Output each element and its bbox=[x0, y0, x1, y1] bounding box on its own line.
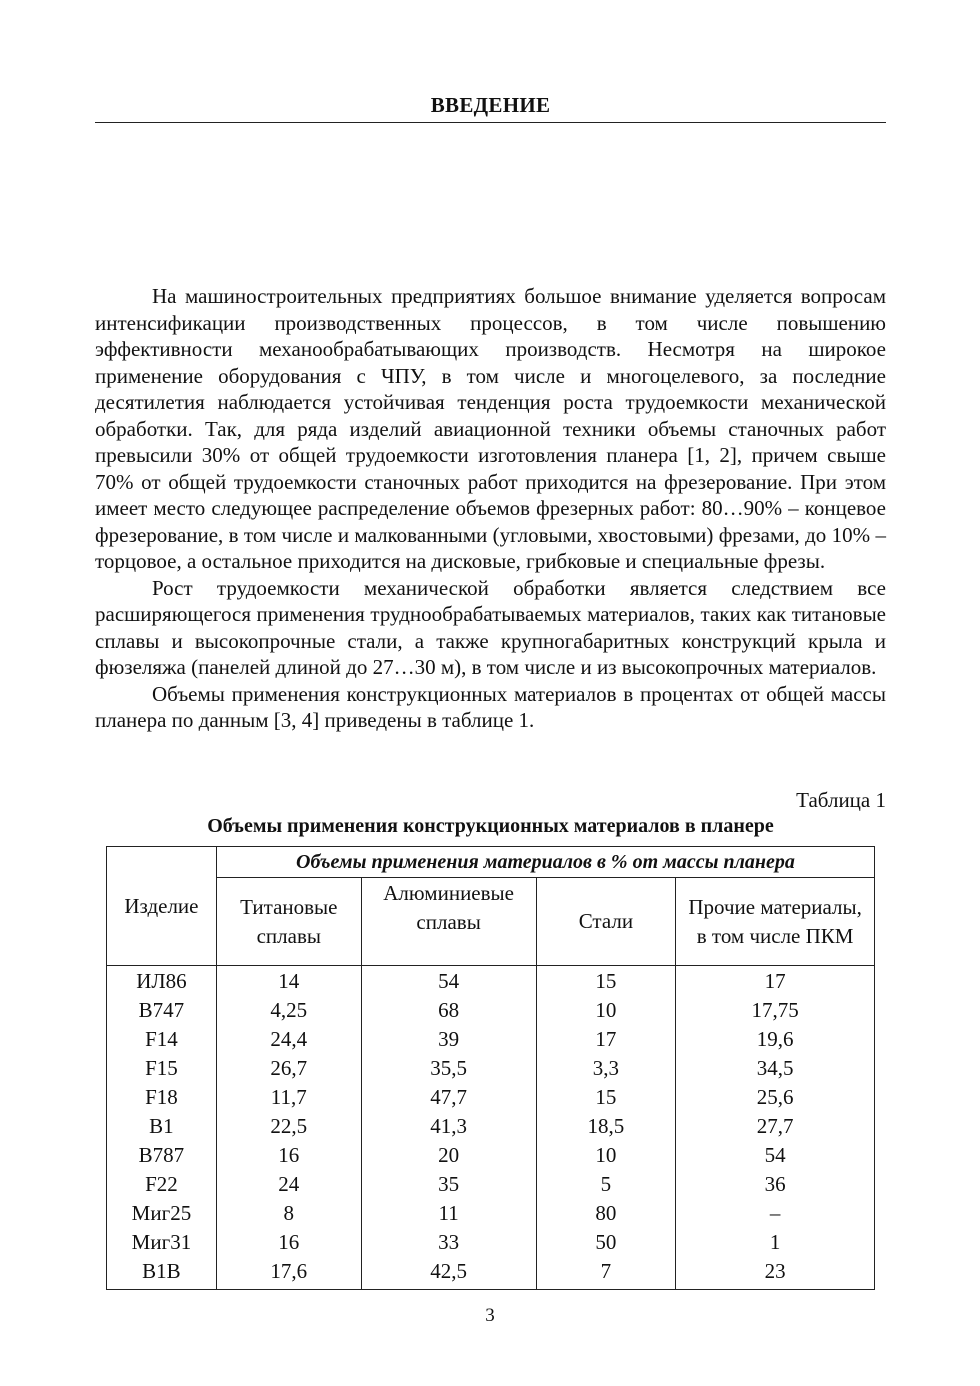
cell-value: 34,5 bbox=[676, 1054, 875, 1083]
header-aluminum: Алюминиевые сплавы bbox=[361, 878, 536, 966]
cell-value: 16 bbox=[216, 1141, 361, 1170]
cell-value: 47,7 bbox=[361, 1083, 536, 1112]
cell-value: 17 bbox=[676, 966, 875, 997]
table-row bbox=[107, 1257, 875, 1290]
cell-value: 24,4 bbox=[216, 1025, 361, 1054]
page-number: 3 bbox=[485, 1305, 495, 1326]
header-steel: Стали bbox=[536, 878, 676, 966]
table-body bbox=[107, 966, 875, 1290]
cell-value: 41,3 bbox=[361, 1112, 536, 1141]
cell-value: 15 bbox=[536, 966, 676, 997]
cell-value: 1 bbox=[676, 1228, 875, 1257]
cell-value: 35,5 bbox=[361, 1054, 536, 1083]
cell-product: B1 bbox=[107, 1112, 217, 1141]
cell-value: 68 bbox=[361, 996, 536, 1025]
cell-product: F15 bbox=[107, 1054, 217, 1083]
cell-value: 14 bbox=[216, 966, 361, 997]
cell-value: 17 bbox=[536, 1025, 676, 1054]
cell-value: 36 bbox=[676, 1170, 875, 1199]
cell-product: Миг25 bbox=[107, 1199, 217, 1228]
section-heading: ВВЕДЕНИЕ bbox=[430, 93, 551, 117]
paragraph: На машиностроительных предприятиях большое внимание уделяется вопросам интенсификации производственных процессов, в том числе повышению эффективности механообрабатывающих производств. Несмотря на широкое применение оборудования с ЧПУ, в том числе и многоцелевого, за последние десятилетия наблюдается устойчивая тенденция роста трудоемкости механической обработки. Так, для ряда изделий авиационной техники объемы станочных работ превысили 30% от общей трудоемкости изготовления планера [1, 2], причем свыше 70% от общей трудоемкости станочных работ приходится на фрезерование. При этом имеет место следующее распределение объемов фрезерных работ: 80…90% – концевое фрезерование, в том числе и малкованными (угловыми, хвостовыми) фрезами, до 10% – торцовое, а остальное приходится на дисковые, грибковые и специальные фрезы. bbox=[95, 284, 886, 573]
paragraph: Объемы применения конструкционных материалов в процентах от общей массы планера по данным [3, 4] приведены в таблице 1. bbox=[95, 681, 886, 732]
cell-value: 18,5 bbox=[536, 1112, 676, 1141]
cell-value: 8 bbox=[216, 1199, 361, 1228]
header-other: Прочие материалы, в том числе ПКМ bbox=[676, 878, 875, 966]
header-group: Объемы применения материалов в % от массы планера bbox=[216, 847, 874, 878]
cell-value: 35 bbox=[361, 1170, 536, 1199]
cell-value: 4,25 bbox=[216, 996, 361, 1025]
cell-value: – bbox=[676, 1199, 875, 1228]
cell-value: 17,6 bbox=[216, 1257, 361, 1290]
table-caption: Таблица 1 bbox=[796, 788, 886, 812]
cell-value: 39 bbox=[361, 1025, 536, 1054]
cell-value: 26,7 bbox=[216, 1054, 361, 1083]
paragraph: Рост трудоемкости механической обработки является следствием все расширяющегося применения труднообрабатываемых материалов, таких как титановые сплавы и высокопрочные стали, а также крупногабаритных конструкций крыла и фюзеляжа (панелей длиной до 27…30 м), в том числе и из высокопрочных материалов. bbox=[95, 575, 886, 679]
cell-value: 50 bbox=[536, 1228, 676, 1257]
cell-value: 3,3 bbox=[536, 1054, 676, 1083]
cell-value: 10 bbox=[536, 1141, 676, 1170]
header-titanium: Титановые сплавы bbox=[216, 878, 361, 966]
cell-value: 5 bbox=[536, 1170, 676, 1199]
cell-value: 11 bbox=[361, 1199, 536, 1228]
table-title: Объемы применения конструкционных материалов в планере bbox=[207, 815, 774, 837]
cell-product: B747 bbox=[107, 996, 217, 1025]
table-row bbox=[107, 1199, 875, 1228]
materials-table bbox=[106, 846, 875, 1290]
cell-value: 80 bbox=[536, 1199, 676, 1228]
cell-value: 42,5 bbox=[361, 1257, 536, 1290]
table-row bbox=[107, 996, 875, 1025]
cell-value: 11,7 bbox=[216, 1083, 361, 1112]
cell-value: 22,5 bbox=[216, 1112, 361, 1141]
cell-value: 33 bbox=[361, 1228, 536, 1257]
table-row bbox=[107, 1112, 875, 1141]
table-row bbox=[107, 1054, 875, 1083]
cell-value: 23 bbox=[676, 1257, 875, 1290]
cell-value: 19,6 bbox=[676, 1025, 875, 1054]
header-product: Изделие bbox=[107, 847, 217, 966]
cell-value: 54 bbox=[676, 1141, 875, 1170]
cell-value: 24 bbox=[216, 1170, 361, 1199]
cell-value: 10 bbox=[536, 996, 676, 1025]
cell-value: 7 bbox=[536, 1257, 676, 1290]
table-row bbox=[107, 966, 875, 997]
cell-product: B1B bbox=[107, 1257, 217, 1290]
cell-product: F18 bbox=[107, 1083, 217, 1112]
cell-value: 20 bbox=[361, 1141, 536, 1170]
cell-product: B787 bbox=[107, 1141, 217, 1170]
cell-value: 25,6 bbox=[676, 1083, 875, 1112]
table-row bbox=[107, 1170, 875, 1199]
cell-value: 17,75 bbox=[676, 996, 875, 1025]
cell-product: Миг31 bbox=[107, 1228, 217, 1257]
body-text bbox=[95, 283, 886, 734]
cell-product: F14 bbox=[107, 1025, 217, 1054]
cell-product: ИЛ86 bbox=[107, 966, 217, 997]
table-row bbox=[107, 1025, 875, 1054]
cell-value: 27,7 bbox=[676, 1112, 875, 1141]
table-row bbox=[107, 1083, 875, 1112]
heading-underline bbox=[95, 122, 886, 123]
cell-product: F22 bbox=[107, 1170, 217, 1199]
table-row bbox=[107, 1141, 875, 1170]
cell-value: 54 bbox=[361, 966, 536, 997]
table-row bbox=[107, 1228, 875, 1257]
cell-value: 15 bbox=[536, 1083, 676, 1112]
cell-value: 16 bbox=[216, 1228, 361, 1257]
